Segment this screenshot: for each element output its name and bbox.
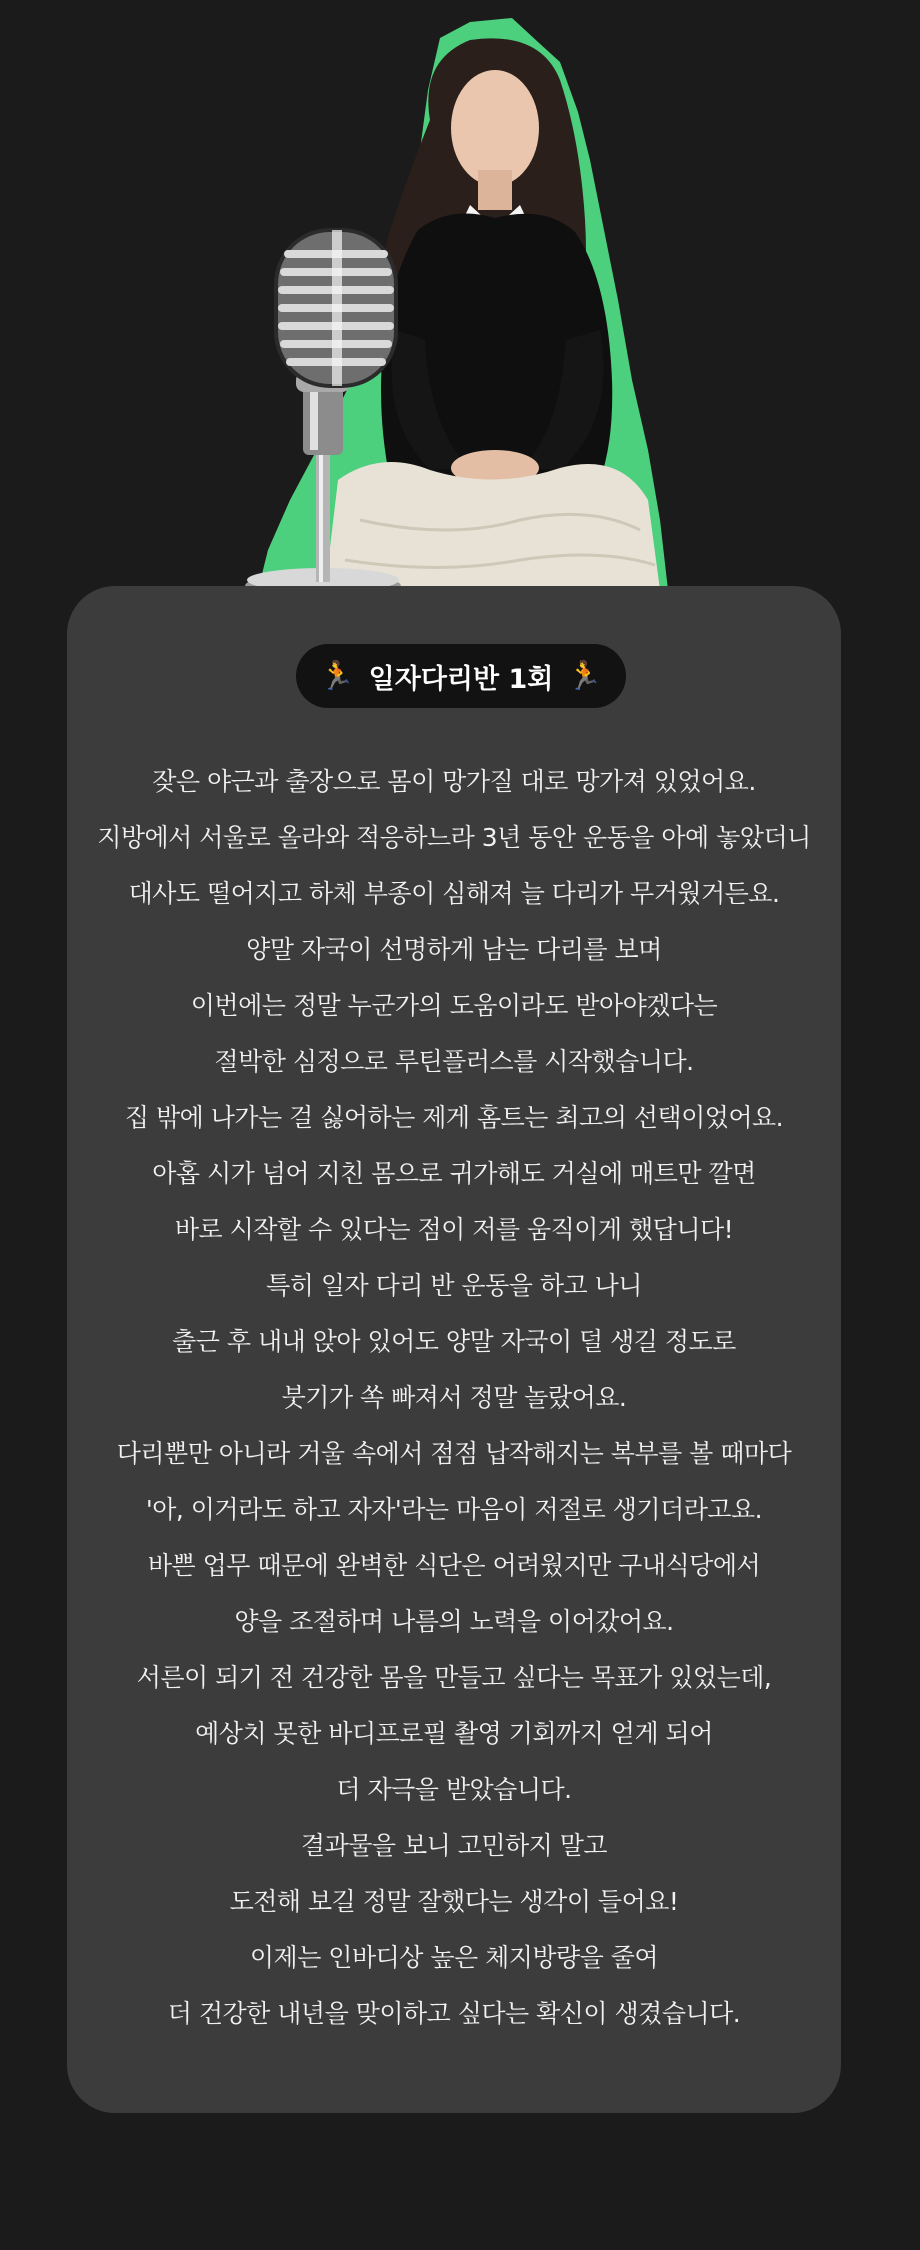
story-line: 잦은 야근과 출장으로 몸이 망가질 대로 망가져 있었어요.: [152, 767, 756, 796]
story-line: 다리뿐만 아니라 거울 속에서 점점 납작해지는 복부를 볼 때마다: [116, 1439, 792, 1468]
hero-illustration: [0, 0, 920, 600]
story-line: 바쁜 업무 때문에 완벽한 식단은 어려웠지만 구내식당에서: [147, 1551, 761, 1580]
running-person-icon: 🏃: [319, 659, 355, 692]
story-line: 양을 조절하며 나름의 노력을 이어갔어요.: [234, 1607, 674, 1636]
story-line: 이번에는 정말 누군가의 도움이라도 받아야겠다는: [190, 991, 718, 1020]
running-person-icon: 🏃: [567, 659, 603, 692]
story-line: 양말 자국이 선명하게 남는 다리를 보며: [246, 935, 662, 964]
story-line: 바로 시작할 수 있다는 점이 저를 움직이게 했답니다!: [174, 1215, 734, 1244]
story-line: 아홉 시가 넘어 지친 몸으로 귀가해도 거실에 매트만 깔면: [152, 1159, 756, 1188]
story-line: 더 건강한 내년을 맞이하고 싶다는 확신이 생겼습니다.: [167, 1999, 741, 2028]
story-line: 이제는 인바디상 높은 체지방량을 줄여: [249, 1943, 659, 1972]
story-line: 더 자극을 받았습니다.: [336, 1775, 572, 1804]
testimonial-text: [67, 754, 841, 2042]
badge-title: 일자다리반 1회: [368, 663, 554, 695]
story-line: 지방에서 서울로 올라와 적응하느라 3년 동안 운동을 아예 놓았더니: [97, 823, 811, 852]
story-line: '아, 이거라도 하고 자자'라는 마음이 저절로 생기더라고요.: [145, 1495, 763, 1524]
story-line: 대사도 떨어지고 하체 부종이 심해져 늘 다리가 무거웠거든요.: [128, 879, 780, 908]
story-line: 예상치 못한 바디프로필 촬영 기회까지 얻게 되어: [195, 1719, 713, 1748]
face-shape: [451, 70, 539, 186]
story-line: 특히 일자 다리 반 운동을 하고 나니: [266, 1271, 642, 1300]
story-line: 도전해 보길 정말 잘했다는 생각이 들어요!: [229, 1887, 679, 1916]
testimonial-card: [67, 586, 841, 2113]
episode-badge: [296, 644, 626, 708]
story-line: 서른이 되기 전 건강한 몸을 만들고 싶다는 목표가 있었는데,: [136, 1663, 772, 1692]
story-line: 집 밖에 나가는 걸 싫어하는 제게 홈트는 최고의 선택이었어요.: [124, 1103, 784, 1132]
story-line: 절박한 심정으로 루틴플러스를 시작했습니다.: [214, 1047, 694, 1076]
story-line: 출근 후 내내 앉아 있어도 양말 자국이 덜 생길 정도로: [172, 1327, 736, 1356]
story-line: 결과물을 보니 고민하지 말고: [300, 1831, 608, 1860]
story-line: 붓기가 쏙 빠져서 정말 놀랐어요.: [281, 1383, 627, 1412]
